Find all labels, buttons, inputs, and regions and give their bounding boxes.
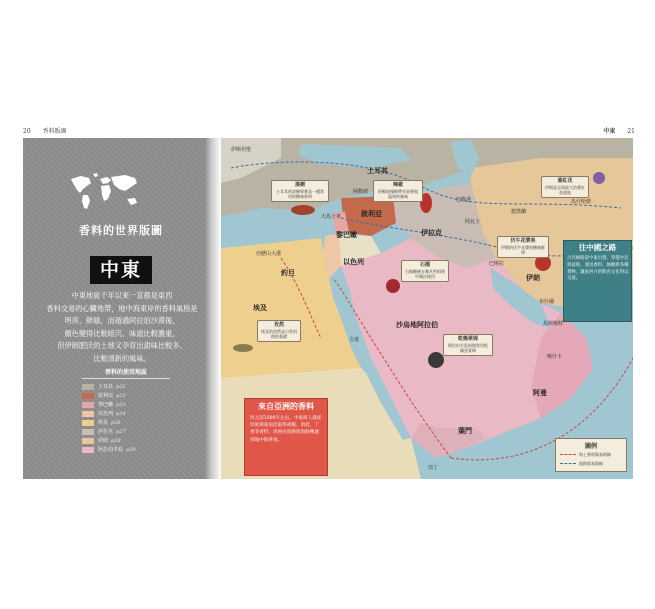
region-legend-row — [82, 418, 170, 427]
region-legend-page: p29 — [126, 446, 136, 453]
region-legend-label: 阿拉伯半島 — [98, 447, 124, 453]
region-legend-row — [82, 391, 170, 400]
label-syria: 敘利亞 — [361, 210, 382, 218]
intro-line: 但伊朗肥沃的土地又孕育出甜味比較多、 — [57, 341, 187, 350]
label-egypt: 埃及 — [253, 304, 267, 312]
region-legend-row — [82, 427, 170, 436]
note-title: 番紅花 — [557, 178, 573, 184]
label-oman: 阿曼 — [533, 389, 547, 397]
label-turkey: 土耳其 — [367, 167, 388, 175]
region-legend-row — [82, 400, 170, 409]
note-pepper — [373, 180, 423, 202]
intro-line: 比較清新的風味。 — [93, 353, 151, 363]
region-color-swatch — [82, 429, 94, 435]
note-sumac — [271, 180, 329, 202]
region-title: 中東 — [99, 259, 142, 281]
intro-line: 中東地區千年以來一直都是東西 — [71, 291, 173, 300]
region-legend-label: 伊朗 — [98, 438, 109, 444]
note-title: 乾燥萊姆 — [457, 336, 478, 342]
label-israel: 以色列 — [343, 258, 364, 266]
label-ahwaz: 阿瓦士 — [465, 219, 481, 225]
left-folio — [23, 126, 67, 135]
route-legend-row — [556, 459, 626, 468]
region-legend-page: p28 — [111, 437, 121, 444]
region-color-swatch — [82, 411, 94, 417]
note-body: 埃及的孜然是日常料理的基礎 — [261, 329, 297, 339]
pomegranate-illustration — [386, 279, 400, 293]
region-color-swatch — [82, 438, 94, 444]
region-legend-page: p27 — [116, 428, 126, 435]
route-legend-title: 圖例 — [584, 443, 597, 450]
region-legend-label: 敘利亞 — [98, 393, 114, 399]
asia-spices-body: 西元前1000年左右，中東商人就從印度與東南亞取得胡椒、肉桂、丁香等香料，再經由陸路與海路轉運到地中海各地。 — [250, 416, 322, 443]
label-muscat: 馬斯喀特 — [543, 321, 564, 327]
yemen-region — [411, 423, 486, 458]
region-legend-label: 埃及 — [98, 420, 109, 426]
route-legend — [555, 438, 627, 472]
land-route-swatch — [560, 463, 576, 464]
lime-illustration — [428, 352, 444, 368]
region-color-swatch — [82, 384, 94, 390]
left-running-title: 香料販園 — [42, 128, 67, 135]
page-gutter — [205, 138, 221, 479]
note-cumin — [257, 320, 301, 342]
label-tehran: 德黑蘭 — [511, 209, 527, 215]
silk-road-title: 往中國之路 — [578, 243, 617, 252]
note-title: 孜然 — [273, 322, 284, 328]
note-saffron — [541, 176, 589, 198]
silk-road-body: 古代絲路從中東出發，穿越中亞與波斯，運送香料、絲綢與各種貨物，讓東西方的飲食文化得以交流。 — [567, 256, 629, 282]
region-color-swatch — [82, 420, 94, 426]
left-page-number: 20 — [23, 128, 31, 135]
region-legend-row — [82, 382, 170, 391]
region-legend — [82, 367, 170, 454]
region-legend-row — [82, 409, 170, 418]
note-body: 土耳其的漆樹果實是一種常用的酸味香料 — [276, 189, 324, 199]
note-body: 伊朗的伏牛花漿果酸味鮮明 — [501, 245, 545, 255]
label-iraq: 伊拉克 — [421, 229, 442, 237]
label-yemen: 葉門 — [458, 427, 472, 435]
sumac-illustration — [291, 205, 315, 215]
right-page-number: 21 — [627, 128, 635, 135]
label-baghdad: 巴格達 — [456, 197, 472, 203]
label-aden: 亞丁 — [428, 465, 439, 471]
asia-spices-title: 來自亞洲的香料 — [258, 401, 314, 411]
label-bushehr: 布什爾 — [539, 299, 555, 305]
label-alexandria: 亞歷山大港 — [256, 251, 282, 257]
label-jordan: 約旦 — [281, 269, 295, 277]
right-running-title: 中東 — [603, 128, 616, 135]
world-map-icon — [67, 171, 143, 213]
region-legend-page: p23 — [116, 392, 126, 399]
region-legend-page: p23 — [116, 401, 126, 408]
note-title: 辣椒 — [392, 182, 403, 188]
label-istanbul: 伊斯坦堡 — [231, 147, 252, 153]
region-legend-label: 黎巴嫩 — [98, 402, 114, 408]
region-legend-label: 土耳其 — [98, 384, 114, 390]
region-legend-title: 香料的使用地區 — [82, 367, 170, 379]
note-body: 石榴糖蜜在黎凡特料理中廣泛使用 — [405, 269, 445, 279]
label-iran: 伊朗 — [526, 274, 540, 282]
cumin-illustration — [233, 344, 253, 352]
region-color-swatch — [82, 393, 94, 399]
label-saudi: 沙烏地阿拉伯 — [396, 321, 438, 329]
label-damascus: 大馬士革 — [321, 214, 342, 220]
note-body: 阿拉伯半島料理常用乾燥黑萊姆 — [448, 343, 488, 353]
note-body: 阿勒坡辣椒帶有果香與溫和的辣味 — [378, 189, 418, 199]
label-lebanon: 黎巴嫩 — [336, 231, 357, 239]
region-legend-page: p24 — [116, 410, 126, 417]
region-legend-label: 以色列 — [98, 411, 114, 417]
region-legend-row — [82, 445, 170, 454]
region-color-swatch — [82, 402, 94, 408]
label-basra: 巴斯拉 — [489, 261, 505, 267]
sea-route-swatch — [560, 454, 576, 455]
intro-line: 明亮、鮮綠，而越過阿拉伯沙漠後， — [64, 316, 180, 325]
intro-text — [43, 290, 201, 365]
label-saqqara: 喀什卡 — [547, 354, 563, 360]
region-legend-label: 伊拉克 — [98, 429, 114, 435]
saffron-illustration — [593, 172, 605, 184]
region-color-swatch — [82, 447, 94, 453]
label-mashhad: 馬什哈德 — [571, 199, 592, 205]
right-folio — [603, 126, 635, 135]
series-title: 香料的世界版圖 — [79, 224, 163, 237]
intro-line: 香料交易的心臟地帶，地中海東岸的香料風格是 — [46, 303, 198, 313]
land-route-label: 陸路貿易路線 — [579, 460, 603, 466]
region-legend-row — [82, 436, 170, 445]
region-legend-page: p26 — [111, 419, 121, 426]
region-legend-page: p22 — [116, 383, 126, 390]
label-jeddah: 吉達 — [349, 337, 360, 343]
intro-line: 顏色變得比較暗沉，味道比較濃重， — [64, 328, 180, 338]
note-title: 漆樹 — [294, 182, 305, 188]
note-body: 伊朗是全球最大的番紅花產地 — [545, 185, 585, 195]
sea-route-label: 海上香料貿易路線 — [579, 451, 611, 457]
note-title: 伏牛花漿果 — [510, 238, 536, 244]
note-pomegranate — [401, 260, 449, 282]
route-legend-row — [556, 450, 626, 459]
note-title: 石榴 — [419, 262, 430, 268]
note-lime — [443, 334, 493, 356]
label-aleppo: 阿勒坡 — [353, 189, 369, 195]
note-barberry — [497, 236, 549, 258]
